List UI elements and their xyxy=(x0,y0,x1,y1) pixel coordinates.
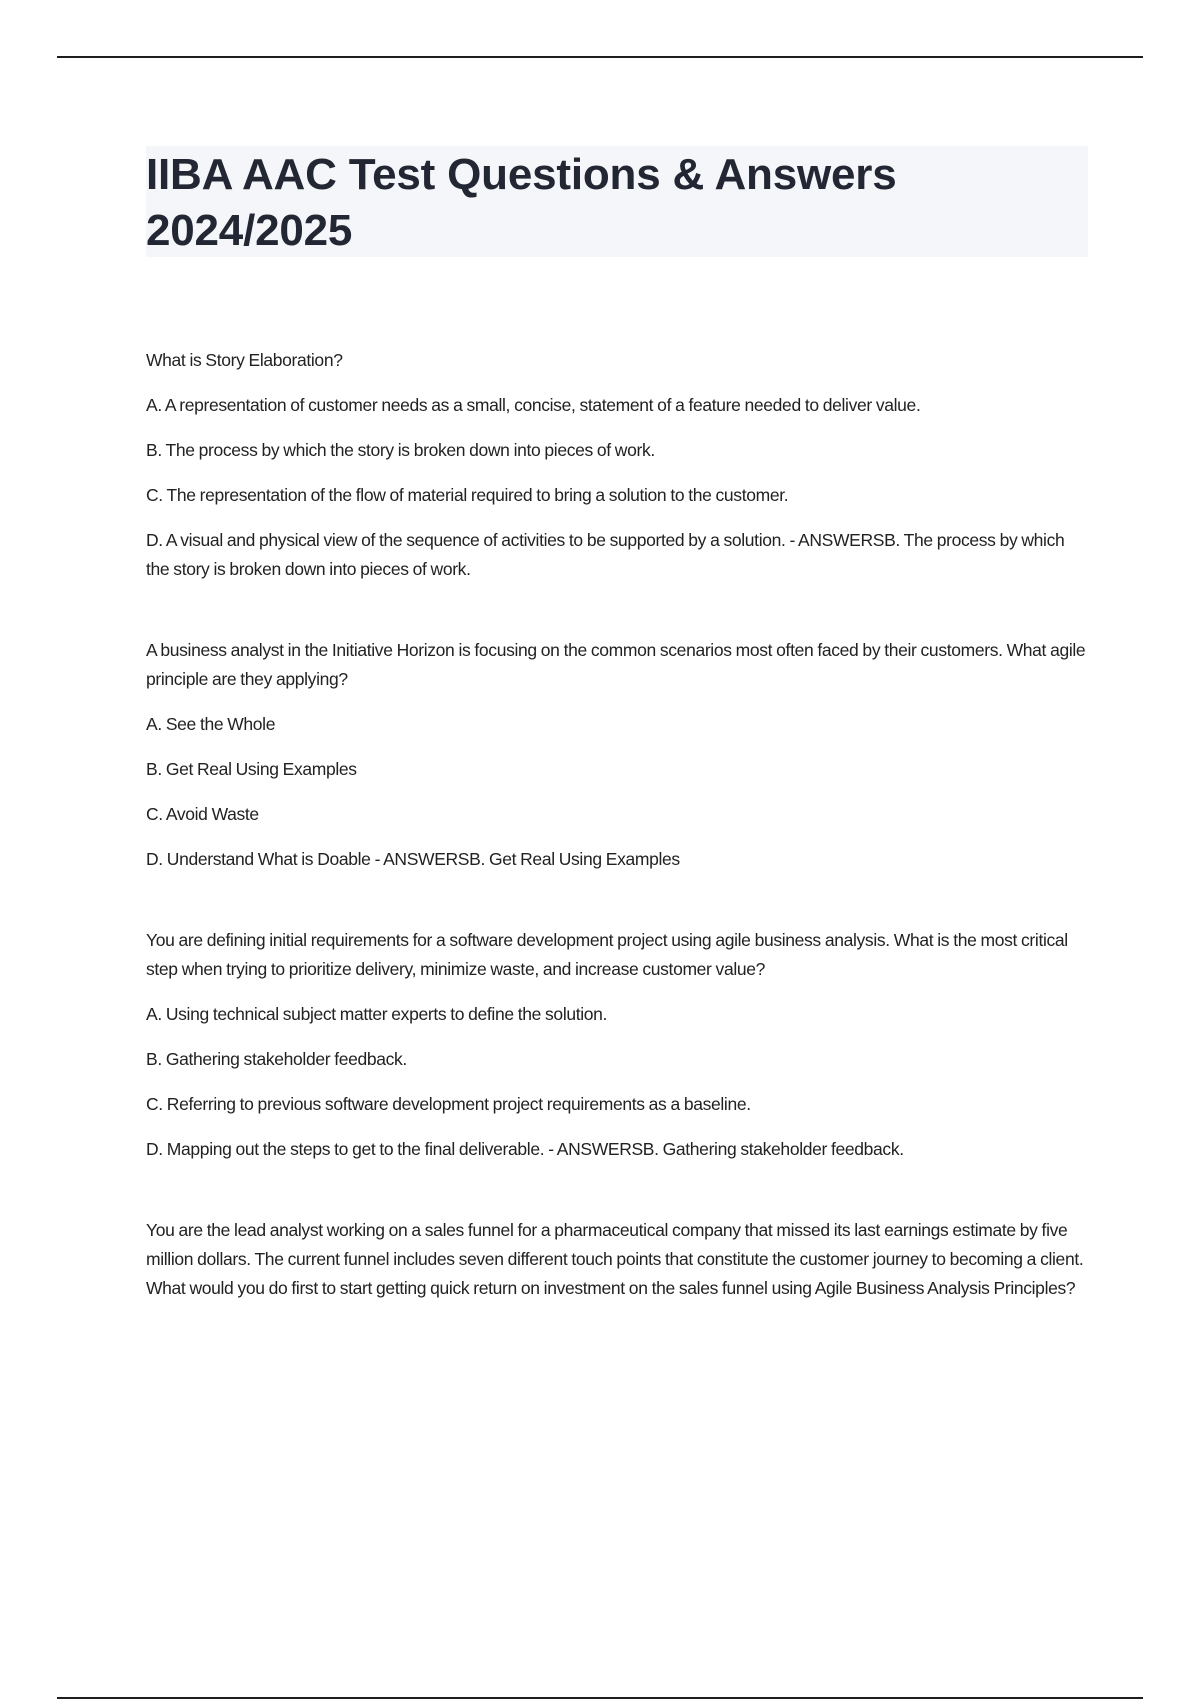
question-text: You are the lead analyst working on a sales funnel for a pharmaceutical company that missed its last earnings estimate by five million dollars. The current funnel includes seven different touch points that constitute the customer journey to becoming a client. What would you do first to start getting quick return on investment on the sales funnel using Agile Business Analysis Principles? xyxy=(146,1220,1084,1298)
option-b: B. The process by which the story is broken down into pieces of work. xyxy=(146,440,655,460)
question-text: A business analyst in the Initiative Horizon is focusing on the common scenarios most often faced by their customers. What agile principle are they applying? xyxy=(146,640,1086,689)
header-rule xyxy=(57,56,1143,58)
option-b: B. Get Real Using Examples xyxy=(146,759,357,779)
page-title xyxy=(146,147,1088,259)
question-block-4 xyxy=(146,1216,1086,1303)
footer-rule xyxy=(57,1697,1143,1699)
question-text: What is Story Elaboration? xyxy=(146,350,343,370)
title-line-1: IIBA AAC Test Questions & Answers xyxy=(146,150,897,199)
question-text: You are defining initial requirements for a software development project using agile business analysis. What is the most critical step when trying to prioritize delivery, minimize waste, and increase customer value? xyxy=(146,930,1068,979)
option-c: C. The representation of the flow of material required to bring a solution to the customer. xyxy=(146,485,789,505)
question-list xyxy=(146,346,1086,1319)
question-block-1 xyxy=(146,346,1086,584)
title-line-2: 2024/2025 xyxy=(146,206,353,255)
option-d-with-answer: D. A visual and physical view of the sequence of activities to be supported by a solution. - ANSWERSB. The process by which the story is broken down into pieces of work. xyxy=(146,530,1065,579)
title-box xyxy=(146,146,1088,257)
option-a: A. Using technical subject matter experts to define the solution. xyxy=(146,1004,608,1024)
option-a: A. A representation of customer needs as a small, concise, statement of a feature needed to deliver value. xyxy=(146,395,921,415)
option-c: C. Referring to previous software development project requirements as a baseline. xyxy=(146,1094,751,1114)
option-c: C. Avoid Waste xyxy=(146,804,259,824)
question-block-2 xyxy=(146,636,1086,874)
option-a: A. See the Whole xyxy=(146,714,276,734)
option-d-with-answer: D. Understand What is Doable - ANSWERSB. Get Real Using Examples xyxy=(146,849,680,869)
option-d-with-answer: D. Mapping out the steps to get to the final deliverable. - ANSWERSB. Gathering stakeholder feedback. xyxy=(146,1139,904,1159)
question-block-3 xyxy=(146,926,1086,1164)
option-b: B. Gathering stakeholder feedback. xyxy=(146,1049,407,1069)
